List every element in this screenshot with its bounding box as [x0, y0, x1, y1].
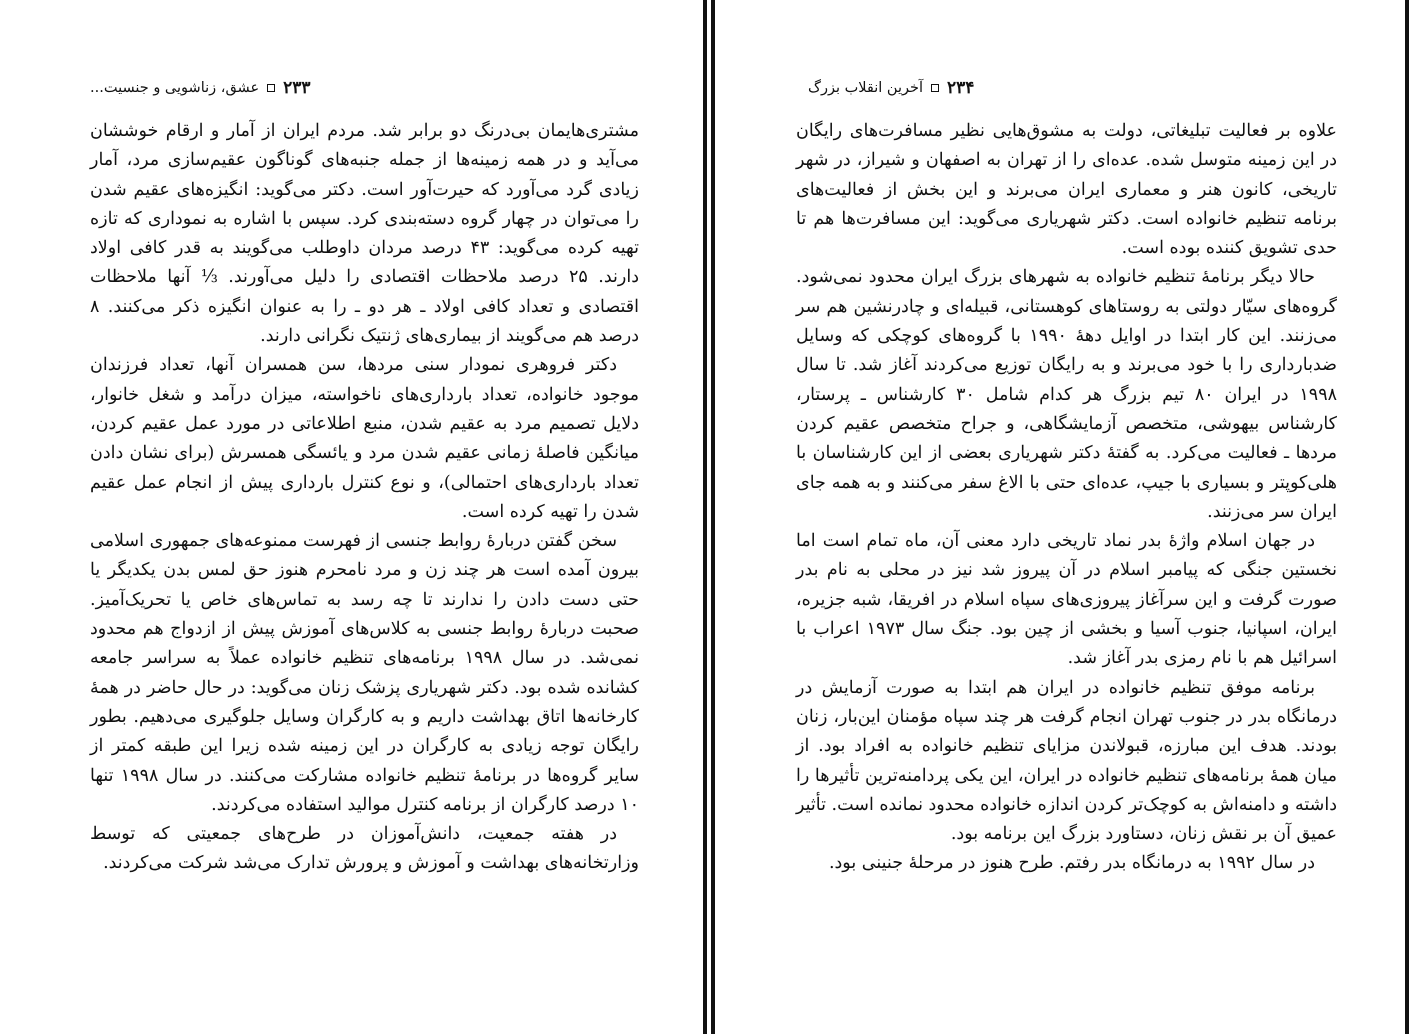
square-ornament-icon [267, 84, 275, 92]
running-title: آخرین انقلاب بزرگ [808, 80, 924, 96]
page-number: ۲۳۳ [283, 78, 311, 98]
paragraph: برنامه موفق تنظیم خانواده در ایران هم ابتدا به صورت آزمایش در درمانگاه بدر در جنوب تهران انجام گرفت هر چند سپاه مؤمنان این‌بار، زنان بودند. هدف این مبارزه، قبولاندن مزایای تنظیم خانواده به افراد بود. از میان همهٔ برنامه‌های تنظیم خانواده در ایران، این یکی پردامنه‌ترین تأثیرها را داشته و دامنه‌اش به کوچک‌تر کردن اندازه خانواده محدود نمانده است. تأثیر عمیق آن بر نقش زنان، دستاورد بزرگ این برنامه بود. [795, 677, 1337, 845]
paragraph: دکتر فروهری نمودار سنی مردها، سن همسران آنها، تعداد فرزندان موجود خانواده، تعداد بارداری‌های ناخواسته، میزان درآمد و شغل خانوار، دلایل تصمیم مرد به عقیم شدن، منبع اطلاعاتی در مورد عمل عقیم کردن، میانگین فاصلهٔ زمانی عقیم شدن مرد و یائسگی همسرش (برای نشان دادن تعداد بارداری‌های احتمالی)، و نوع کنترل بارداری پیش از انجام عمل عقیم شدن را تهیه کرده است. [90, 355, 639, 522]
paragraph: در هفته جمعیت، دانش‌آموزان در طرح‌های جمعیتی که توسط وزارتخانه‌های بهداشت و آموزش و پرورش تدارک می‌شد شرکت می‌کردند. [90, 824, 639, 874]
body-text [796, 117, 1337, 879]
paragraph: سخن گفتن دربارهٔ روابط جنسی از فهرست ممنوعه‌های جمهوری اسلامی بیرون آمده است هر چند زن و مرد نامحرم هنوز حق لمس بدن یکدیگر یا حتی دست دادن را ندارند تا چه رسد به تماس‌های خاص یا تحریک‌آمیز. صحبت دربارهٔ روابط جنسی به کلاس‌های آموزش پیش از ازدواج هم محدود نمی‌شد. در سال ۱۹۹۸ برنامه‌های تنظیم خانواده عملاً به سراسر جامعه کشانده شده بود. دکتر شهریاری پزشک زنان می‌گوید: در حال حاضر در همهٔ کارخانه‌ها اتاق بهداشت داریم و به کارگران وسایل جلوگیری می‌دهیم. بطور رایگان توجه زیادی به کارگران در این زمینه شده زیرا این طبقه کمتر از سایر گروه‌ها در برنامهٔ تنظیم خانواده مشارکت می‌کنند. در سال ۱۹۹۸ تنها ۱۰ درصد کارگران از برنامه کنترل موالید استفاده می‌کردند. [90, 531, 639, 815]
paragraph: در سال ۱۹۹۲ به درمانگاه بدر رفتم. طرح هنوز در مرحلهٔ جنینی بود. [828, 853, 1315, 874]
page-edge [1405, 0, 1409, 1034]
running-head [90, 76, 311, 100]
paragraph: علاوه بر فعالیت تبلیغاتی، دولت به مشوق‌هایی نظیر مسافرت‌های رایگان در این زمینه متوسل شده. عده‌ای را از تهران به اصفهان و شیراز، در شهر تاریخی، کانون هنر و معماری ایران می‌برند و این بخش از فعالیت‌های برنامه تنظیم خانواده است. دکتر شهریاری می‌گوید: این مسافرت‌ها هم تا حدی تشویق کننده بوده است. [796, 121, 1337, 259]
square-ornament-icon [931, 84, 939, 92]
paragraph: حالا دیگر برنامهٔ تنظیم خانواده به شهرهای بزرگ ایران محدود نمی‌شود. گروه‌های سیّار دولتی به روستاهای کوهستانی، قبیله‌ای و چادرنشین هم سر می‌زنند. این کار ابتدا در اوایل دههٔ ۱۹۹۰ با گروه‌های کوچکی که وسایل ضدبارداری را با خود می‌برند و به رایگان توزیع می‌کردند آغاز شد. تا سال ۱۹۹۸ در ایران ۸۰ تیم بزرگ هر کدام شامل ۳۰ کارشناس ـ پرستار، کارشناس بیهوشی، متخصص آزمایشگاهی، و جراح متخصص عقیم کردن مردها ـ فعالیت می‌کرد. به گفتهٔ دکتر شهریاری بعضی از این کارشناسان با هلی‌کوپتر و بسیاری با جیپ، عده‌ای حتی با الاغ سفر می‌کنند و به همه جای ایران سر می‌زنند. [796, 267, 1337, 522]
gutter-rule [703, 0, 707, 1034]
paragraph: مشتری‌هایمان بی‌درنگ دو برابر شد. مردم ایران از آمار و ارقام خوششان می‌آید و در همه زمینه‌ها از جمله جنبه‌های گوناگون عقیم‌سازی مرد، آمار زیادی گرد می‌آورد که حیرت‌آور است. دکتر می‌گوید: انگیزه‌های عقیم شدن را می‌توان در چهار گروه دسته‌بندی کرد. سپس با اشاره به نموداری که تازه تهیه کرده می‌گوید: ۴۳ درصد مردان داوطلب می‌گویند به قدر کافی اولاد دارند. ۲۵ درصد ملاحظات اقتصادی را دلیل می‌آورند. ⅓ آنها ملاحظات اقتصادی و تعداد کافی اولاد ـ هر دو ـ را به عنوان انگیزه ذکر می‌کنند. ۸ درصد هم می‌گویند از بیماری‌های ژنتیک نگرانی دارند. [90, 121, 639, 347]
right-page [715, 0, 1409, 1034]
running-head [808, 76, 974, 100]
body-text [90, 117, 639, 879]
running-title: عشق، زناشویی و جنسیت... [90, 80, 260, 96]
page-number: ۲۳۴ [947, 78, 975, 98]
book-gutter [703, 0, 715, 1034]
paragraph: در جهان اسلام واژهٔ بدر نماد تاریخی دارد معنی آن، ماه تمام است اما نخستین جنگی که پیامبر اسلام در آن پیروز شد نیز در محلی به نام بدر صورت گرفت و این سرآغاز پیروزی‌های سپاه اسلام در افریقا، شبه جزیره، ایران، اسپانیا، جنوب آسیا و بخشی از چین بود. جنگ سال ۱۹۷۳ اعراب با اسرائیل هم با نام رمزی بدر آغاز شد. [796, 531, 1338, 669]
